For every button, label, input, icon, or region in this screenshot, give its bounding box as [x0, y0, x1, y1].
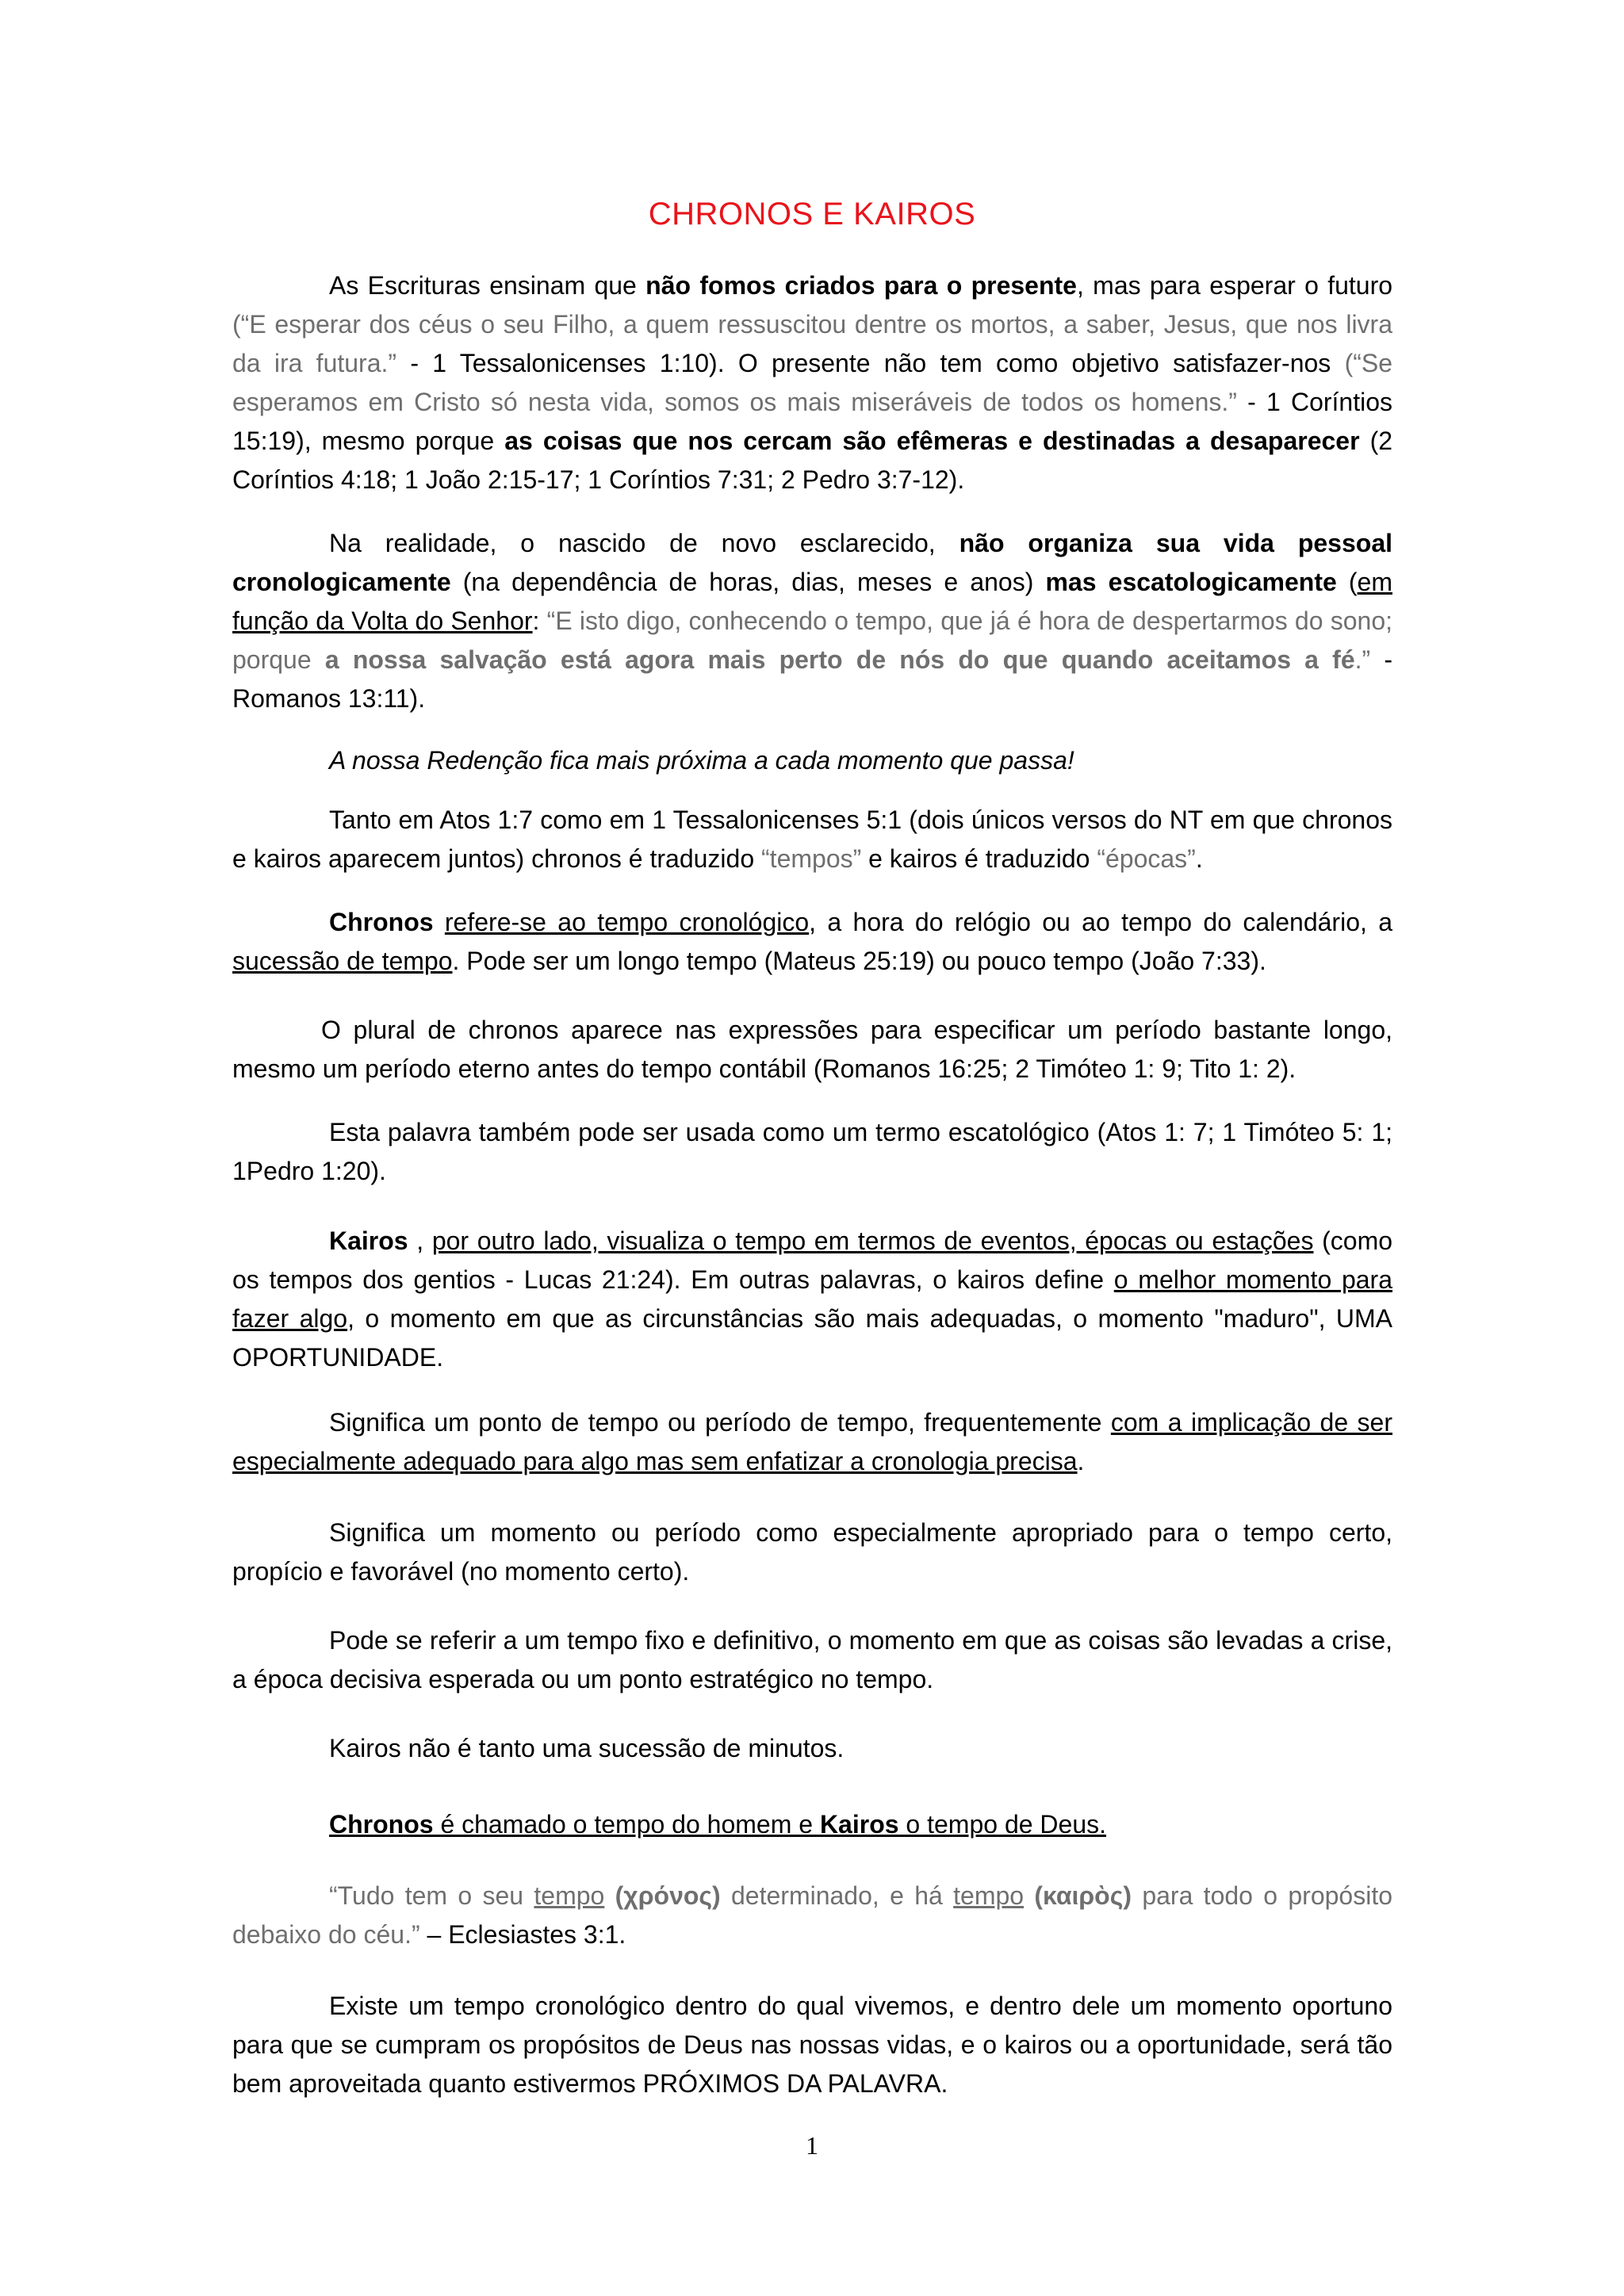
- quoted-word: “épocas”: [1097, 844, 1196, 873]
- bold-term: Chronos: [329, 908, 434, 936]
- text-segment: - 1 Coríntios 15:19), mesmo porque: [232, 388, 1393, 455]
- paragraph-5: [232, 903, 1392, 981]
- paragraph-7: Esta palavra também pode ser usada como um termo escatológico (Atos 1: 7; 1 Timóteo 5: 1; 1Pedro 1:20).: [232, 1118, 1392, 1185]
- underlined-text: em função da Volta do Senhor: [232, 568, 1392, 635]
- text-segment: [434, 908, 445, 936]
- underlined-text: refere-se ao tempo cronológico: [444, 908, 810, 936]
- scripture-quote: “E isto digo, conhecendo o tempo, que já é hora de despertarmos do sono; porque: [232, 607, 1393, 674]
- underlined-word: tempo: [953, 1881, 1025, 1910]
- scripture-quote: .”: [1354, 645, 1371, 674]
- scripture-quote: (“Se esperamos em Cristo só nesta vida, somos os mais miseráveis de todos os homens.”: [232, 349, 1393, 416]
- text-segment: Tanto em Atos 1:7 como em 1 Tessalonicenses 5:1 (dois únicos versos do NT em que chronos e kairos aparecem juntos) chronos é traduzido: [232, 806, 1392, 873]
- paragraph-1: [232, 266, 1392, 499]
- text-segment: , mas para esperar o futuro: [1076, 271, 1393, 300]
- bold-term: Kairos: [819, 1810, 899, 1839]
- scripture-quote-bold: a nossa salvação está agora mais perto de nós do que quando aceitamos a fé: [324, 645, 1355, 674]
- paragraph-8: [232, 1222, 1392, 1377]
- greek-term: (χρόνος): [615, 1881, 721, 1910]
- bold-text: não fomos criados para o presente: [645, 271, 1077, 300]
- text-segment: Significa um ponto de tempo ou período de tempo, frequentemente: [329, 1408, 1111, 1437]
- text-segment: .: [1077, 1447, 1085, 1475]
- paragraph-10: Significa um momento ou período como especialmente apropriado para o tempo certo, propício e favorável (no momento certo).: [232, 1518, 1392, 1586]
- text-segment: (2 Coríntios 4:18; 1 João 2:15-17; 1 Coríntios 7:31; 2 Pedro 3:7-12).: [232, 427, 1393, 494]
- bold-text: as coisas que nos cercam são efêmeras e destinadas a desaparecer: [504, 427, 1360, 455]
- text-segment: , a hora do relógio ou ao tempo do calendário, a: [809, 908, 1393, 936]
- underlined-text: sucessão de tempo: [232, 947, 453, 975]
- italic-statement: A nossa Redenção fica mais próxima a cada momento que passa!: [329, 746, 1074, 775]
- paragraph-3: [232, 741, 1392, 780]
- underlined-word: tempo: [534, 1881, 605, 1910]
- text-segment: , o momento em que as circunstâncias são mais adequadas, o momento "maduro", UMA OPORTUNIDADE.: [232, 1304, 1393, 1372]
- paragraph-15: Existe um tempo cronológico dentro do qual vivemos, e dentro dele um momento oportuno para que se cumpram os propósitos de Deus nas nossas vidas, e o kairos ou a oportunidade, será tão bem aproveitada quanto estivermos PRÓXIMOS DA PALAVRA.: [232, 1992, 1392, 2098]
- text-segment: e kairos é traduzido: [861, 844, 1097, 873]
- text-segment: ,: [408, 1226, 432, 1255]
- bold-term: Chronos: [329, 1810, 434, 1839]
- underlined-text: com a implicação de ser especialmente adequado para algo mas sem enfatizar a cronologia precisa: [232, 1408, 1393, 1475]
- bold-text: mas escatologicamente: [1045, 568, 1337, 596]
- paragraph-12: Kairos não é tanto uma sucessão de minutos.: [329, 1734, 845, 1762]
- text-segment: (como os tempos dos gentios - Lucas 21:24). Em outras palavras, o kairos define: [232, 1226, 1393, 1294]
- bold-text: não organiza sua vida pessoal cronologicamente: [232, 529, 1393, 596]
- paragraph-4: [232, 801, 1392, 878]
- greek-term: (καιρὸς): [1034, 1881, 1132, 1910]
- text-segment: Na realidade, o nascido de novo esclarecido,: [329, 529, 959, 557]
- text-segment: é chamado o tempo do homem e: [433, 1810, 820, 1839]
- text-segment: . Pode ser um longo tempo (Mateus 25:19) ou pouco tempo (João 7:33).: [452, 947, 1266, 975]
- text-segment: - Romanos 13:11).: [232, 645, 1392, 713]
- paragraph-2: [232, 524, 1392, 718]
- paragraph-13: [232, 1805, 1392, 1844]
- page-title: CHRONOS E KAIROS: [648, 197, 976, 232]
- page-number: 1: [806, 2131, 818, 2160]
- text-segment: - 1 Tessalonicenses 1:10). O presente não tem como objetivo satisfazer-nos: [396, 349, 1345, 377]
- text-segment: :: [532, 607, 547, 635]
- underlined-sentence: [329, 1810, 1106, 1839]
- underlined-text: por outro lado, visualiza o tempo em termos de eventos, épocas ou estações: [431, 1226, 1314, 1255]
- text-segment: (: [1336, 568, 1358, 596]
- scripture-quote: (“E esperar dos céus o seu Filho, a quem ressuscitou dentre os mortos, a saber, Jesus, que nos livra da ira futura.”: [232, 310, 1392, 377]
- paragraph-9: [232, 1403, 1392, 1481]
- scripture-quote: “Tudo tem o seu: [329, 1881, 534, 1910]
- paragraph-6: O plural de chronos aparece nas expressões para especificar um período bastante longo, mesmo um período eterno antes do tempo contábil (Romanos 16:25; 2 Timóteo 1: 9; Tito 1: 2).: [232, 1016, 1392, 1083]
- bold-term: Kairos: [329, 1226, 408, 1255]
- text-segment: As Escrituras ensinam que: [329, 271, 646, 300]
- scripture-quote: determinado, e há: [720, 1881, 954, 1910]
- text-segment: o tempo de Deus.: [898, 1810, 1107, 1839]
- underlined-text: o melhor momento para fazer algo: [232, 1265, 1393, 1333]
- text-segment: (na dependência de horas, dias, meses e anos): [450, 568, 1046, 596]
- scripture-quote: [604, 1881, 615, 1910]
- scripture-reference: – Eclesiastes 3:1.: [419, 1920, 626, 1949]
- text-segment: .: [1195, 844, 1203, 873]
- quoted-word: “tempos”: [761, 844, 862, 873]
- scripture-quote: [1024, 1881, 1034, 1910]
- paragraph-14: [232, 1877, 1392, 1954]
- paragraph-11: Pode se referir a um tempo fixo e definitivo, o momento em que as coisas são levadas a crise, a época decisiva esperada ou um ponto estratégico no tempo.: [232, 1626, 1392, 1693]
- scripture-quote: para todo o propósito debaixo do céu.”: [232, 1881, 1393, 1949]
